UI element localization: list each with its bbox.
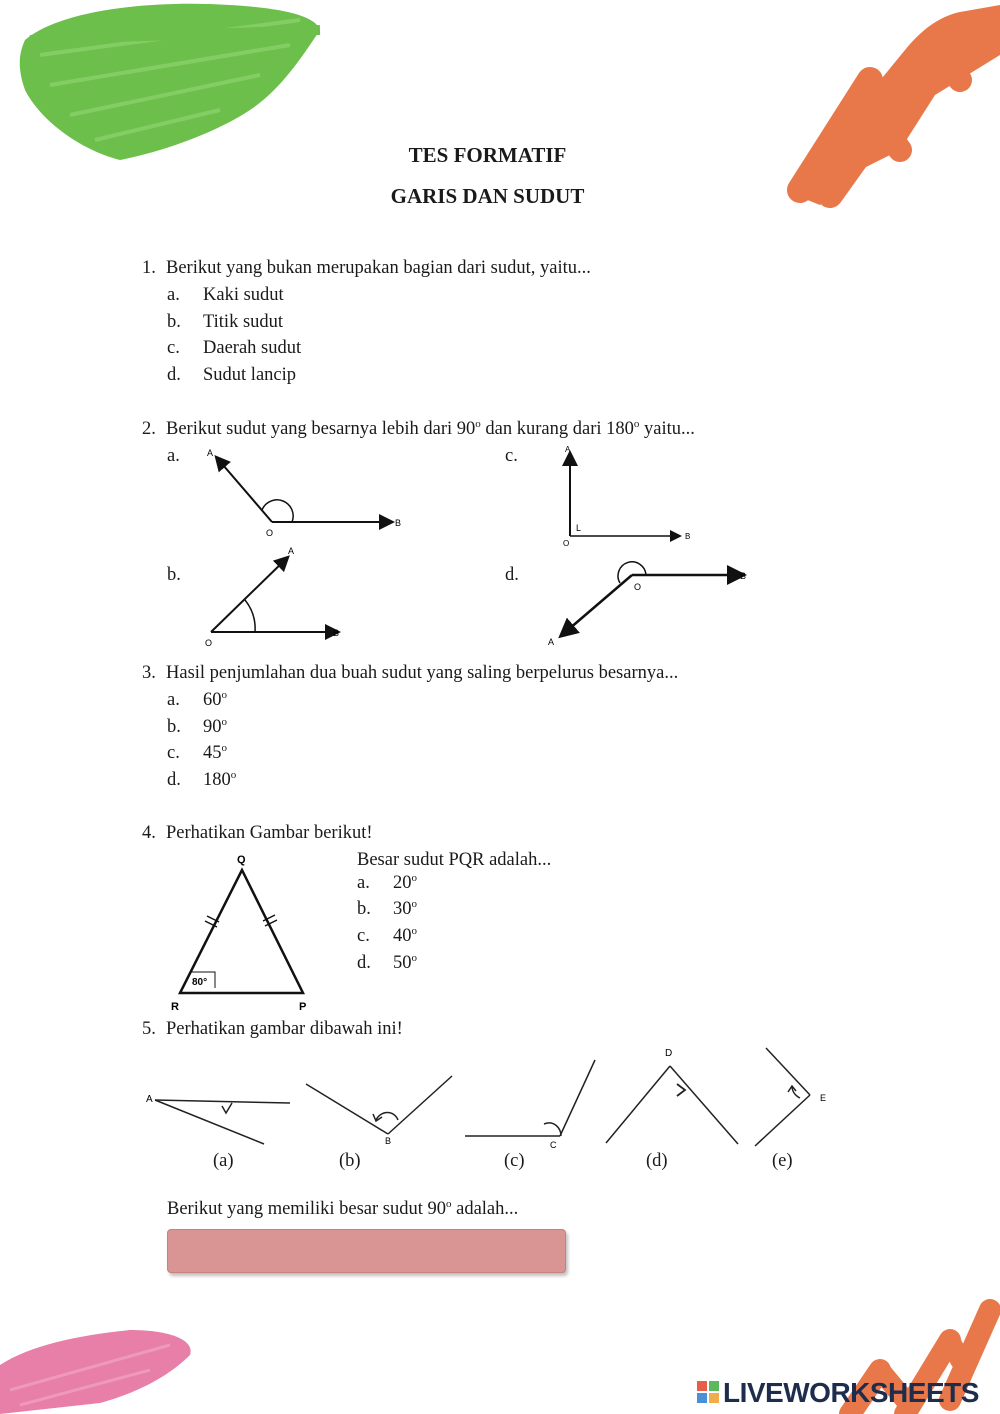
option-value: 50 <box>393 953 412 973</box>
q4-option-b <box>357 898 417 920</box>
q5-figure-c <box>465 1060 595 1150</box>
label-b: B <box>395 518 402 528</box>
label-o: O <box>563 539 570 548</box>
q3-option-c <box>167 742 227 764</box>
question-number: 3. <box>142 663 156 683</box>
q5-angles-figure <box>140 1040 840 1150</box>
question-text: Perhatikan Gambar berikut! <box>166 823 373 843</box>
triangle-pqr <box>180 870 303 993</box>
option-value: 40 <box>393 926 412 946</box>
page-title: TES FORMATIF <box>408 143 567 167</box>
option-letter: c. <box>167 743 180 763</box>
label-o: O <box>634 582 642 592</box>
option-text: Daerah sudut <box>203 338 302 358</box>
question-text: yaitu... <box>639 419 695 439</box>
label-p: P <box>299 1001 307 1013</box>
question-number: 5. <box>142 1019 156 1039</box>
degree-sign: o <box>411 872 417 884</box>
q3-option-a <box>167 689 227 711</box>
page-subtitle: GARIS DAN SUDUT <box>390 184 585 208</box>
q2-figure-d <box>540 555 755 650</box>
label-b: B <box>333 628 340 638</box>
label-a: A <box>207 448 214 458</box>
option-letter: a. <box>167 690 180 710</box>
degree-sign: o <box>221 716 227 728</box>
label-a: A <box>565 445 571 454</box>
question-text: Berikut yang bukan merupakan bagian dari sudut, yaitu... <box>166 258 591 278</box>
logo-icon <box>697 1381 721 1405</box>
degree-sign: o <box>411 925 417 937</box>
q2-figure-c <box>555 440 705 550</box>
label-b: B <box>685 532 691 541</box>
liveworksheets-logo <box>697 1377 979 1409</box>
brand-text: LIVEWORKSHEETS <box>723 1377 979 1408</box>
caption-c: (c) <box>504 1151 525 1171</box>
degree-sign: o <box>411 898 417 910</box>
option-letter: d. <box>357 953 371 973</box>
option-value: 60 <box>203 690 222 710</box>
q3-option-b <box>167 716 227 738</box>
angle-arc <box>262 500 293 522</box>
caption-d: (d) <box>646 1151 668 1171</box>
question-5 <box>142 1018 403 1040</box>
q5-figure-d <box>606 1048 738 1144</box>
q1-option-d <box>167 364 296 386</box>
orange-zigzag-decoration <box>795 5 1000 205</box>
q2-figure-a <box>195 440 415 540</box>
label-o: O <box>266 528 274 538</box>
label-b: B <box>740 571 747 581</box>
label-b: B <box>385 1136 392 1146</box>
label-r: R <box>171 1001 179 1013</box>
q4-option-d <box>357 952 417 974</box>
label-q: Q <box>237 854 246 866</box>
question-text: Berikut sudut yang besarnya lebih dari 90 <box>166 419 476 439</box>
q5-figure-b <box>306 1076 452 1146</box>
q4-option-c <box>357 925 417 947</box>
option-letter: a. <box>357 873 370 893</box>
option-text: Kaki sudut <box>203 285 284 305</box>
question-number: 4. <box>142 823 156 843</box>
q4-sub-question: Besar sudut PQR adalah... <box>357 850 552 870</box>
ray-oa <box>562 575 632 635</box>
q2-option-c-label: c. <box>505 446 518 466</box>
degree-sign: o <box>446 1198 452 1210</box>
question-4 <box>142 822 373 844</box>
angle-label: 80° <box>192 977 208 988</box>
option-letter: c. <box>357 926 370 946</box>
option-letter: b. <box>167 717 181 737</box>
q3-option-d <box>167 769 236 791</box>
caption-b: (b) <box>339 1151 361 1171</box>
q4-option-a <box>357 872 417 894</box>
label-c: C <box>550 1140 557 1150</box>
q5-sub-question <box>167 1198 518 1220</box>
option-letter: b. <box>357 899 371 919</box>
degree-sign: o <box>633 418 640 430</box>
option-value: 45 <box>203 743 222 763</box>
label-e: E <box>820 1093 827 1103</box>
question-text: Hasil penjumlahan dua buah sudut yang saling berpelurus besarnya... <box>166 663 679 683</box>
answer-input[interactable] <box>167 1229 566 1273</box>
question-1 <box>142 257 591 279</box>
option-value: 30 <box>393 899 412 919</box>
green-brush-decoration <box>20 4 320 160</box>
label-o: O <box>205 638 213 648</box>
pink-brush-decoration <box>0 1330 191 1414</box>
option-value: 20 <box>393 873 412 893</box>
label-d: D <box>665 1048 673 1059</box>
degree-sign: o <box>230 769 237 781</box>
q5-figure-e <box>755 1048 826 1146</box>
question-text: Perhatikan gambar dibawah ini! <box>166 1019 403 1039</box>
option-value: 90 <box>203 717 222 737</box>
question-text: adalah... <box>451 1199 519 1219</box>
q2-option-d-label: d. <box>505 565 519 585</box>
label-a: A <box>146 1094 153 1105</box>
question-number: 2. <box>142 419 156 439</box>
ray-oa <box>211 558 287 632</box>
option-letter: c. <box>167 338 180 358</box>
option-letter: a. <box>167 285 180 305</box>
option-letter: d. <box>167 365 181 385</box>
q2-option-a-label: a. <box>167 446 180 466</box>
question-3 <box>142 662 678 684</box>
option-text: Titik sudut <box>203 312 284 332</box>
q2-option-b-label: b. <box>167 565 181 585</box>
ray-oa <box>217 458 272 522</box>
question-2 <box>142 418 695 440</box>
right-angle-mark: L <box>576 523 582 533</box>
degree-sign: o <box>221 742 227 754</box>
degree-sign: o <box>475 418 481 430</box>
q1-option-c <box>167 337 301 359</box>
option-value: 180 <box>203 770 231 790</box>
caption-e: (e) <box>772 1151 793 1171</box>
degree-sign: o <box>411 952 417 964</box>
label-a: A <box>288 546 295 556</box>
q1-option-b <box>167 311 283 333</box>
caption-a: (a) <box>213 1151 234 1171</box>
q2-figure-b <box>195 540 355 655</box>
q5-figure-a <box>146 1094 290 1144</box>
option-text: Sudut lancip <box>203 365 297 385</box>
q1-option-a <box>167 284 284 306</box>
option-letter: d. <box>167 770 181 790</box>
angle-arc <box>245 600 255 632</box>
label-a: A <box>548 637 555 647</box>
q4-triangle-figure <box>165 848 320 1018</box>
angle-arc <box>618 562 646 583</box>
question-text: dan kurang dari 180 <box>480 419 634 439</box>
question-number: 1. <box>142 258 156 278</box>
question-text: Berikut yang memiliki besar sudut 90 <box>167 1199 446 1219</box>
degree-sign: o <box>221 689 227 701</box>
option-letter: b. <box>167 312 181 332</box>
